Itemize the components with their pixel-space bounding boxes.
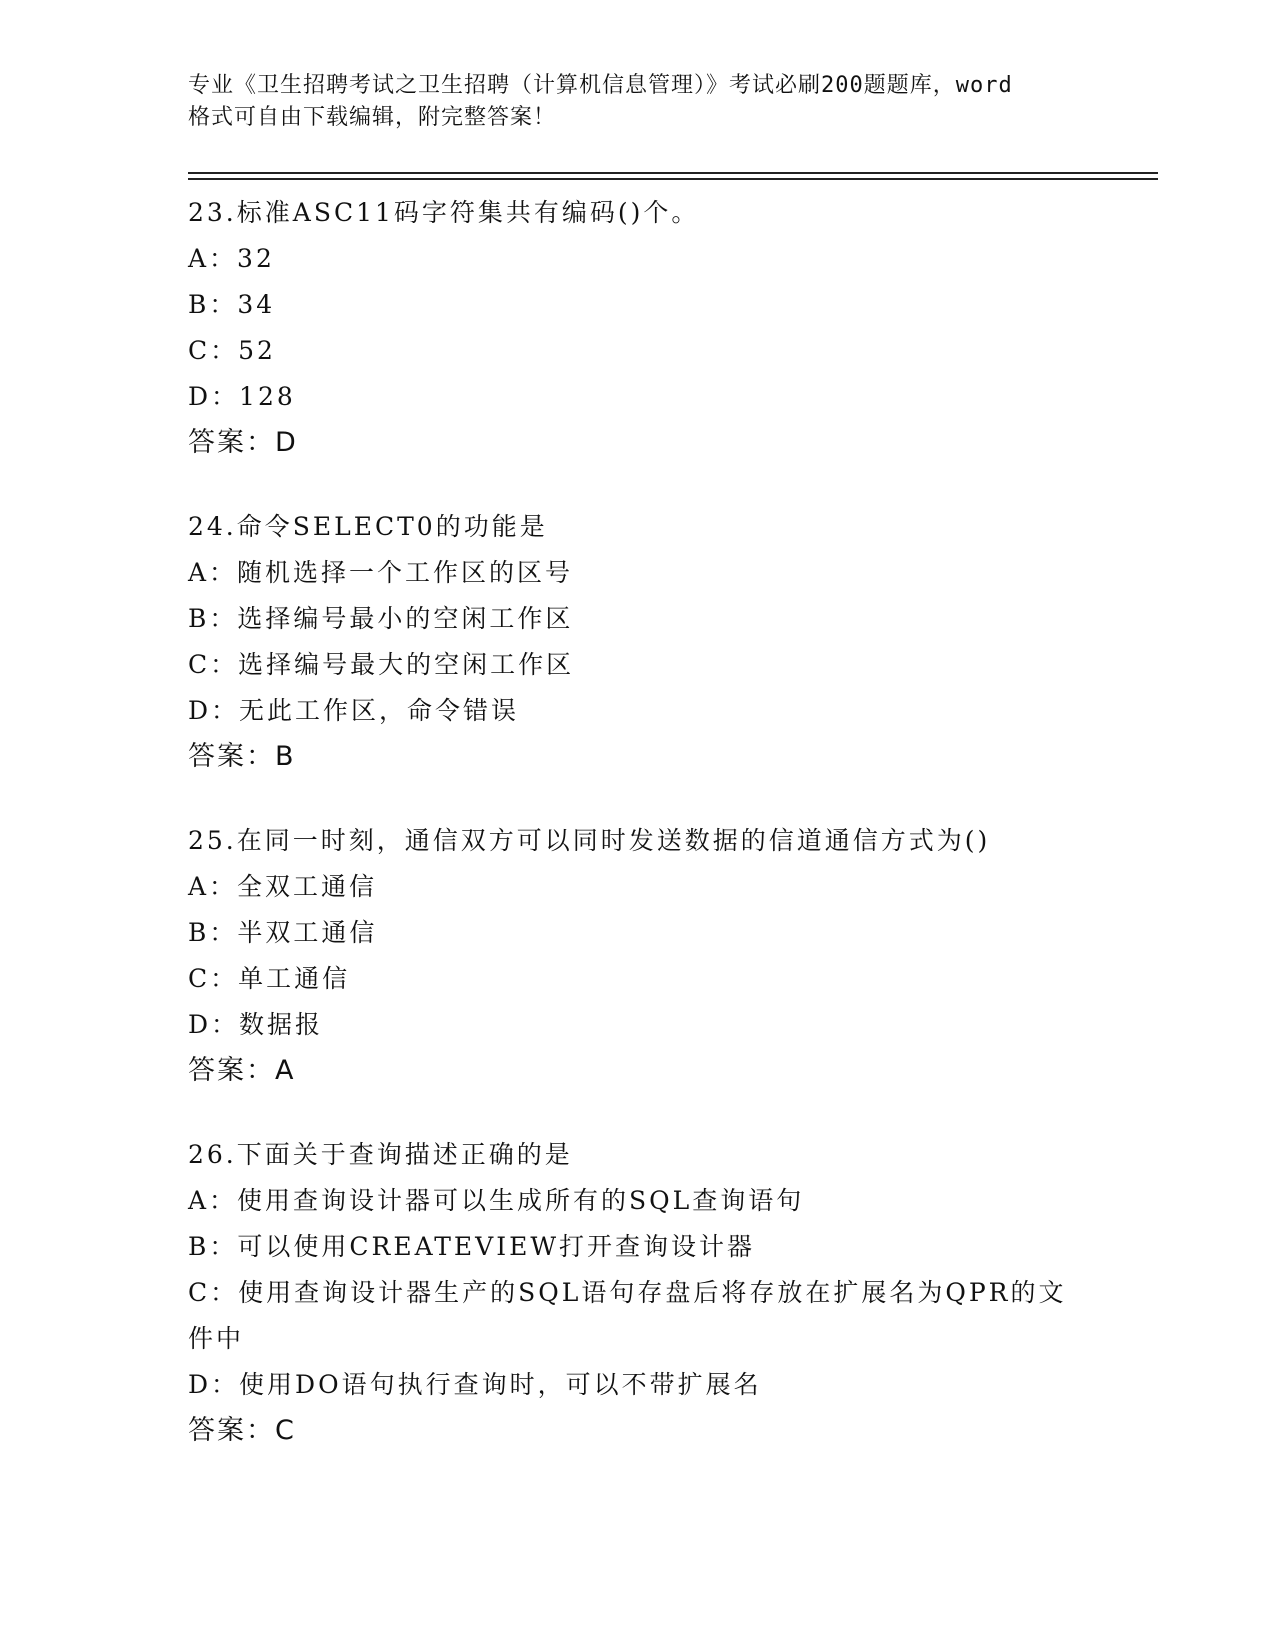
- question-stem: 25.在同一时刻，通信双方可以同时发送数据的信道通信方式为(): [188, 826, 991, 855]
- option-d: D：无此工作区，命令错误: [188, 696, 520, 725]
- option-b: B：半双工通信: [188, 918, 378, 947]
- question-stem: 23.标准ASC11码字符集共有编码()个。: [188, 198, 700, 227]
- option-c: C：选择编号最大的空闲工作区: [188, 650, 575, 679]
- document-header-line-1: 专业《卫生招聘考试之卫生招聘（计算机信息管理）》考试必刷200题题库，word: [188, 73, 1013, 98]
- option-c: C：使用查询设计器生产的SQL语句存盘后将存放在扩展名为QPR的文件中: [188, 1278, 1067, 1353]
- answer-line: 答案：B: [188, 741, 296, 772]
- answer-line: 答案：A: [188, 1055, 296, 1086]
- answer-line: 答案：D: [188, 427, 298, 458]
- answer-line: 答案：C: [188, 1415, 296, 1446]
- question-stem: 24.命令SELECT0的功能是: [188, 512, 548, 541]
- option-c: C：单工通信: [188, 964, 351, 993]
- document-header-line-2: 格式可自由下载编辑，附完整答案！: [188, 105, 557, 130]
- option-a: A：32: [188, 244, 275, 273]
- question-26: [188, 1132, 1158, 1454]
- option-d: D：128: [188, 382, 296, 411]
- header-double-rule: [188, 172, 1158, 180]
- option-a: A：使用查询设计器可以生成所有的SQL查询语句: [188, 1186, 805, 1215]
- document-page: [188, 70, 1158, 1454]
- question-24: [188, 504, 1158, 780]
- option-a: A：随机选择一个工作区的区号: [188, 558, 574, 587]
- option-c: C：52: [188, 336, 276, 365]
- question-stem: 26.下面关于查询描述正确的是: [188, 1140, 573, 1169]
- question-23: [188, 190, 1158, 466]
- option-b: B：选择编号最小的空闲工作区: [188, 604, 574, 633]
- option-a: A：全双工通信: [188, 872, 378, 901]
- option-d: D：数据报: [188, 1010, 324, 1039]
- question-25: [188, 818, 1158, 1094]
- option-b: B：34: [188, 290, 276, 319]
- option-d: D：使用DO语句执行查询时，可以不带扩展名: [188, 1370, 762, 1399]
- option-b: B：可以使用CREATEVIEW打开查询设计器: [188, 1232, 756, 1261]
